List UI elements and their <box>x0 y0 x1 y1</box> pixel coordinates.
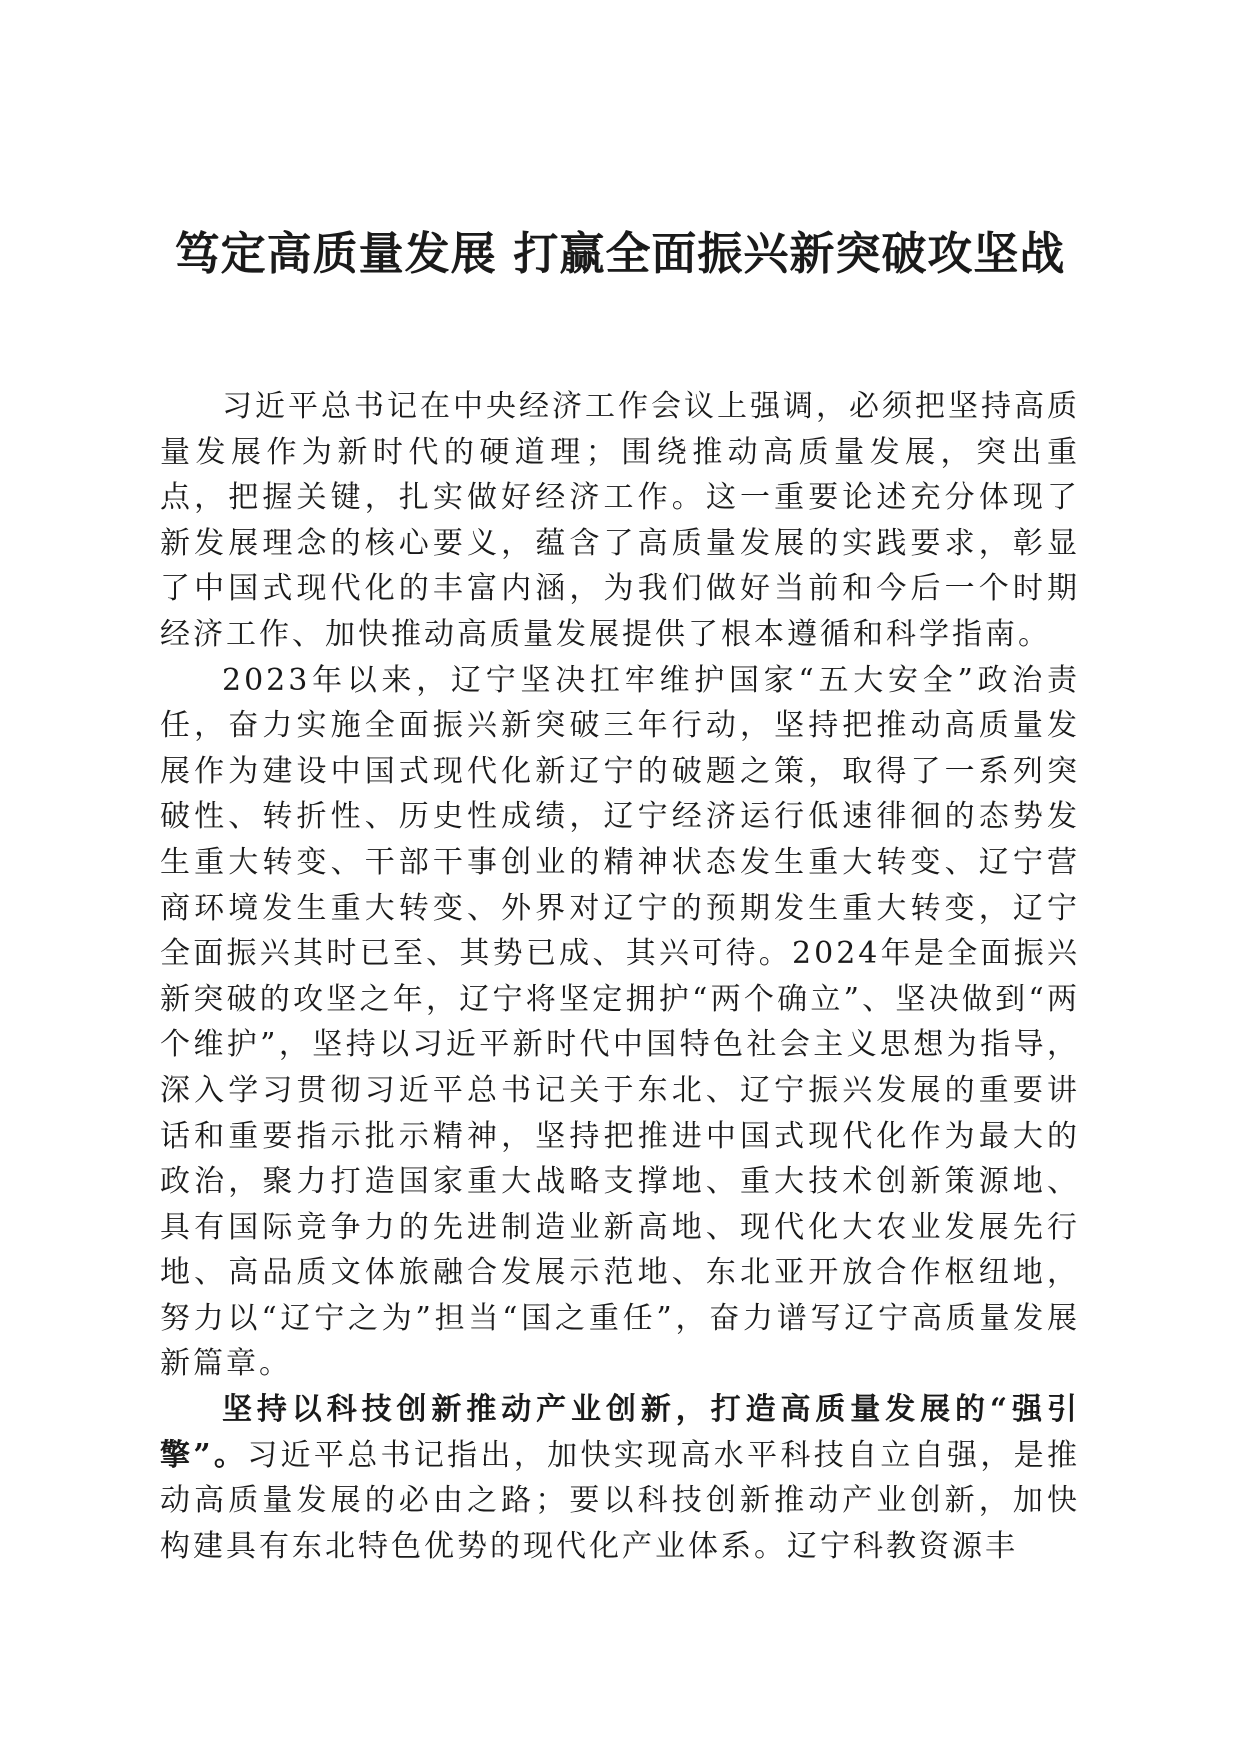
document-title: 笃定高质量发展 打赢全面振兴新突破攻坚战 <box>174 227 1066 280</box>
document-body <box>160 384 1080 1569</box>
paragraph-lead: 坚持以科技创新推动产业创新，打造高质量发展的“强引擎”。 <box>160 1392 1080 1473</box>
paragraph-text: 习近平总书记指出，加快实现高水平科技自立自强，是推动高质量发展的必由之路；要以科技创新推动产业创新，加快构建具有东北特色优势的现代化产业体系。辽宁科教资源丰 <box>160 1437 1080 1564</box>
paragraph-2 <box>160 658 1080 1388</box>
paragraph-text: 2023年以来，辽宁坚决扛牢维护国家“五大安全”政治责任，奋力实施全面振兴新突破三年行动，坚持把推动高质量发展作为建设中国式现代化新辽宁的破题之策，取得了一系列突破性、转折性、历史性成绩，辽宁经济运行低速徘徊的态势发生重大转变、干部干事创业的精神状态发生重大转变、辽宁营商环境发生重大转变、外界对辽宁的预期发生重大转变，辽宁全面振兴其时已至、其势已成、其兴可待。2024年是全面振兴新突破的攻坚之年，辽宁将坚定拥护“两个确立”、坚决做到“两个维护”，坚持以习近平新时代中国特色社会主义思想为指导，深入学习贯彻习近平总书记关于东北、辽宁振兴发展的重要讲话和重要指示批示精神，坚持把推进中国式现代化作为最大的政治，聚力打造国家重大战略支撑地、重大技术创新策源地、具有国际竞争力的先进制造业新高地、现代化大农业发展先行地、高品质文体旅融合发展示范地、东北亚开放合作枢纽地，努力以“辽宁之为”担当“国之重任”，奋力谱写辽宁高质量发展新篇章。 <box>160 662 1080 1382</box>
paragraph-text: 习近平总书记在中央经济工作会议上强调，必须把坚持高质量发展作为新时代的硬道理；围绕推动高质量发展，突出重点，把握关键，扎实做好经济工作。这一重要论述充分体现了新发展理念的核心要义，蕴含了高质量发展的实践要求，彰显了中国式现代化的丰富内涵，为我们做好当前和今后一个时期经济工作、加快推动高质量发展提供了根本遵循和科学指南。 <box>160 389 1080 652</box>
paragraph-3 <box>160 1387 1080 1569</box>
paragraph-1 <box>160 384 1080 658</box>
